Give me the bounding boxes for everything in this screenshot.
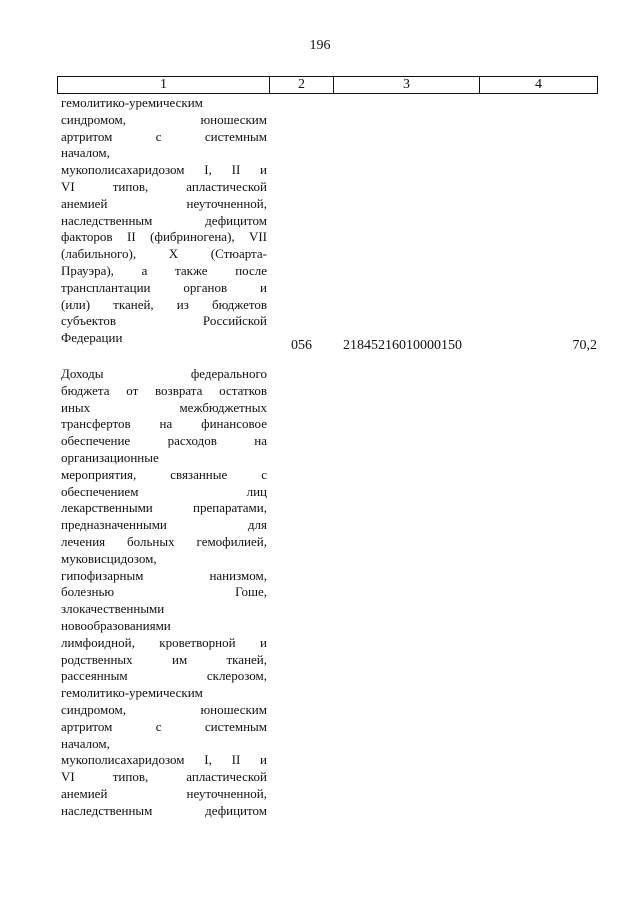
description-line: обеспечение расходов на (61, 433, 267, 449)
kbk-code: 21845216010000150 (343, 338, 462, 353)
description-line: началом, (61, 735, 110, 751)
description-line: лечения больных гемофилией, (61, 533, 267, 549)
description-line: гемолитико-уремическим (61, 95, 203, 110)
description-line: муковисцидозом, (61, 550, 157, 566)
row-description (61, 95, 267, 347)
table-header (57, 76, 598, 94)
amount: 70,2 (572, 338, 597, 353)
description-line: (или) тканей, из бюджетов (61, 296, 267, 312)
page-number: 196 (309, 38, 331, 53)
description-line: обеспечением лиц (61, 483, 267, 499)
description-line: лекарственными препаратами, (61, 500, 267, 516)
description-line: мероприятия, связанные с (61, 466, 267, 482)
column-3-header: 3 (334, 77, 480, 94)
description-line: болезнью Гоше, (61, 584, 267, 600)
description-line: Доходы федерального (61, 366, 267, 381)
column-4-header: 4 (480, 77, 598, 94)
description-line: артритом с системным (61, 128, 267, 144)
description-line: синдромом, юношеским (61, 111, 267, 127)
admin-code: 056 (291, 338, 312, 353)
description-line: иных межбюджетных (61, 399, 267, 415)
description-line: (лабильного), X (Стюарта- (61, 246, 267, 262)
description-line: факторов II (фибриногена), VII (61, 229, 267, 245)
description-line: бюджета от возврата остатков (61, 382, 267, 398)
description-line: предназначенными для (61, 517, 267, 533)
description-line: наследственным дефицитом (61, 802, 267, 818)
description-line: трансплантации органов и (61, 279, 267, 295)
description-line: злокачественными (61, 601, 165, 617)
description-line: VI типов, апластической (61, 178, 267, 194)
description-line: синдромом, юношеским (61, 701, 267, 717)
column-1-header: 1 (58, 77, 270, 94)
description-line: Прауэра), а также после (61, 262, 267, 278)
description-line: новообразованиями (61, 617, 171, 633)
description-line: артритом с системным (61, 718, 267, 734)
description-line: VI типов, апластической (61, 769, 267, 785)
description-line: наследственным дефицитом (61, 212, 267, 228)
description-line: Федерации (61, 330, 123, 346)
column-2-header: 2 (270, 77, 334, 94)
description-line: гипофизарным нанизмом, (61, 567, 267, 583)
description-line: субъектов Российской (61, 313, 267, 329)
description-line: трансфертов на финансовое (61, 416, 267, 432)
description-line: организационные (61, 449, 159, 465)
description-line: гемолитико-уремическим (61, 685, 203, 701)
description-line: началом, (61, 145, 110, 161)
description-line: рассеянным склерозом, (61, 668, 267, 684)
description-line: мукополисахаридозом I, II и (61, 162, 267, 178)
description-line: родственных им тканей, (61, 651, 267, 667)
description-line: анемией неуточненной, (61, 195, 267, 211)
description-line: мукополисахаридозом I, II и (61, 752, 267, 768)
row-description (61, 366, 267, 820)
description-line: лимфоидной, кроветворной и (61, 634, 267, 650)
description-line: анемией неуточненной, (61, 785, 267, 801)
